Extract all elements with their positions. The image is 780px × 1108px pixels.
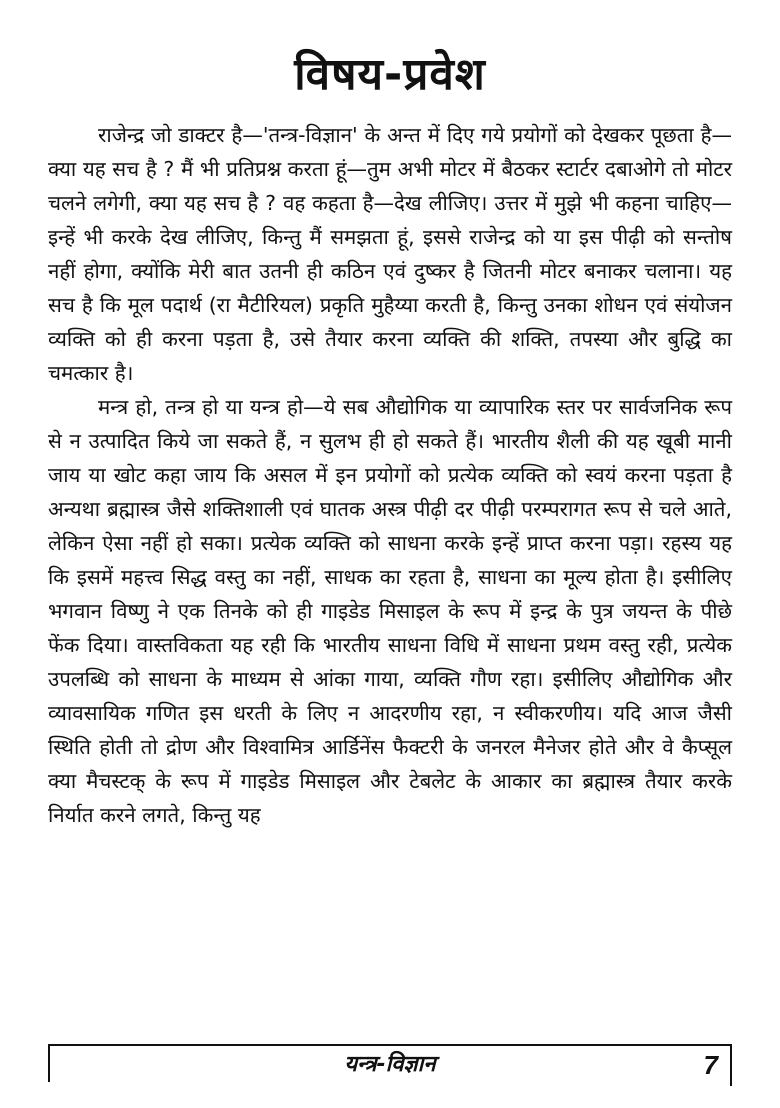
page-number: 7 [703, 1050, 718, 1080]
body-text [48, 118, 732, 832]
paragraph-1: राजेन्द्र जो डाक्टर है—'तन्त्र-विज्ञान' के अन्त में दिए गये प्रयोगों को देखकर पूछता है—क्या यह सच है ? मैं भी प्रतिप्रश्न करता हूं—तुम अभी मोटर में बैठकर स्टार्टर दबाओगे तो मोटर चलने लगेगी, क्या यह सच है ? वह कहता है—देख लीजिए। उत्तर में मुझे भी कहना चाहिए—इन्हें भी करके देख लीजिए, किन्तु मैं समझता हूं, इससे राजेन्द्र को या इस पीढ़ी को सन्तोष नहीं होगा, क्योंकि मेरी बात उतनी ही कठिन एवं दुष्कर है जितनी मोटर बनाकर चलाना। यह सच है कि मूल पदार्थ (रा मैटीरियल) प्रकृति मुहैय्या करती है, किन्तु उनका शोधन एवं संयोजन व्यक्ति को ही करना पड़ता है, उसे तैयार करना व्यक्ति की शक्ति, तपस्या और बुद्धि का चमत्कार है। [48, 123, 732, 385]
chapter-title: विषय-प्रवेश [294, 49, 486, 101]
footer-right-rule [730, 1046, 732, 1086]
paragraph-2: मन्त्र हो, तन्त्र हो या यन्त्र हो—ये सब औद्योगिक या व्यापारिक स्तर पर सार्वजनिक रूप से न उत्पादित किये जा सकते हैं, न सुलभ ही हो सकते हैं। भारतीय शैली की यह खूबी मानी जाय या खोट कहा जाय कि असल में इन प्रयोगों को प्रत्येक व्यक्ति को स्वयं करना पड़ता है अन्यथा ब्रह्मास्त्र जैसे शक्तिशाली एवं घातक अस्त्र पीढ़ी दर पीढ़ी परम्परागत रूप से चले आते, लेकिन ऐसा नहीं हो सका। प्रत्येक व्यक्ति को साधना करके इन्हें प्राप्त करना पड़ा। रहस्य यह कि इसमें महत्त्व सिद्ध वस्तु का नहीं, साधक का रहता है, साधना का मूल्य होता है। इसीलिए भगवान विष्णु ने एक तिनके को ही गाइडेड मिसाइल के रूप में इन्द्र के पुत्र जयन्त के पीछे फेंक दिया। वास्तविकता यह रही कि भारतीय साधना विधि में साधना प्रथम वस्तु रही, प्रत्येक उपलब्धि को साधना के माध्यम से आंका गाया, व्यक्ति गौण रहा। इसीलिए औद्योगिक और व्यावसायिक गणित इस धरती के लिए न आदरणीय रहा, न स्वीकरणीय। यदि आज जैसी स्थिति होती तो द्रोण और विश्वामित्र आर्डिनेंस फैक्टरी के जनरल मैनेजर होते और वे कैप्सूल क्या मैचस्टक् के रूप में गाइडेड मिसाइल और टेबलेट के आकार का ब्रह्मास्त्र तैयार करके निर्यात करने लगते, किन्तु यह [48, 395, 732, 827]
running-title: यन्त्र-विज्ञान [344, 1052, 436, 1077]
page-footer [48, 1044, 732, 1086]
